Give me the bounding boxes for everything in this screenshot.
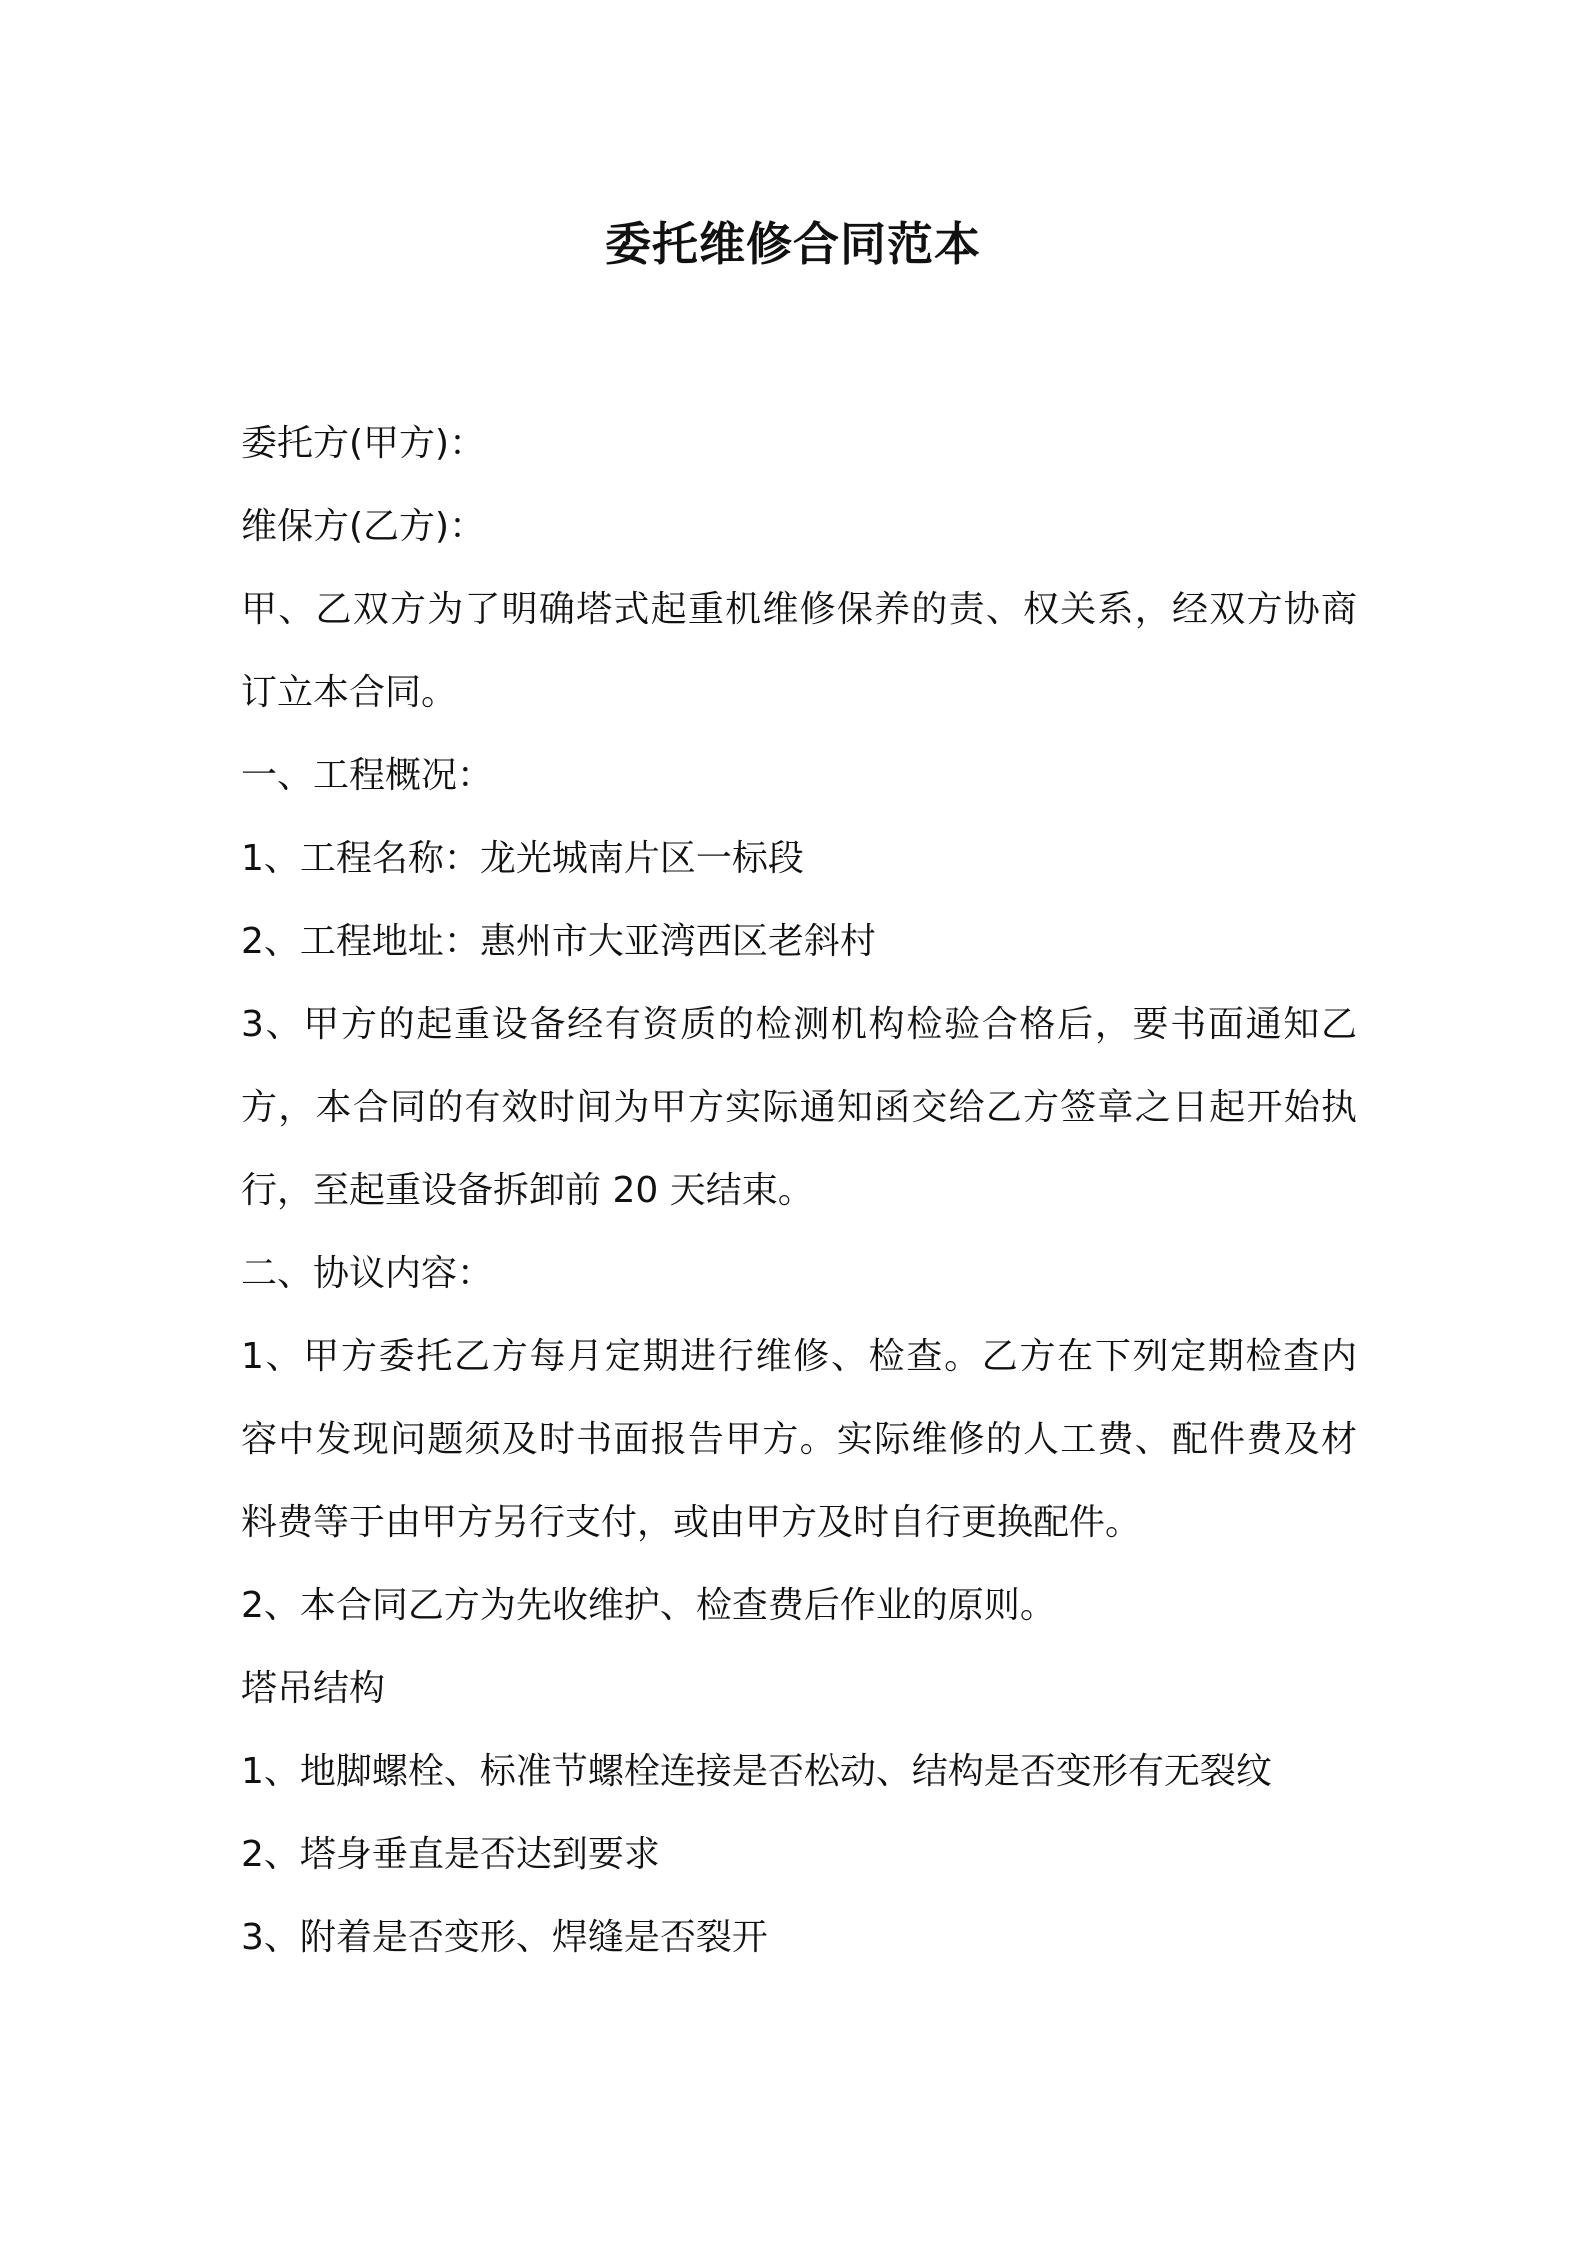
paragraph-line: 料费等于由甲方另行支付，或由甲方及时自行更换配件。	[241, 1502, 1142, 1543]
list-item: 3、附着是否变形、焊缝是否裂开	[241, 1917, 768, 1958]
section-heading: 二、协议内容：	[241, 1253, 494, 1294]
paragraph-line: 容中发现问题须及时书面报告甲方。实际维修的人工费、配件费及材	[241, 1419, 1357, 1460]
document-body	[241, 402, 1357, 1979]
paragraph-line: 2、本合同乙方为先收维护、检查费后作业的原则。	[241, 1585, 1056, 1626]
paragraph-line: 3、甲方的起重设备经有资质的检测机构检验合格后，要书面通知乙	[241, 1004, 1357, 1045]
paragraph-line: 1、甲方委托乙方每月定期进行维修、检查。乙方在下列定期检查内	[241, 1336, 1357, 1377]
section-heading: 一、工程概况：	[241, 755, 494, 796]
subsection-heading: 塔吊结构	[241, 1668, 386, 1709]
list-item: 1、地脚螺栓、标准节螺栓连接是否松动、结构是否变形有无裂纹	[241, 1751, 1272, 1792]
paragraph-line: 方，本合同的有效时间为甲方实际通知函交给乙方签章之日起开始执	[241, 1087, 1357, 1128]
paragraph-line: 1、工程名称：龙光城南片区一标段	[241, 838, 804, 879]
party-a-line: 委托方(甲方)：	[241, 423, 486, 464]
document-title: 委托维修合同范本	[605, 217, 981, 271]
list-item: 2、塔身垂直是否达到要求	[241, 1834, 660, 1875]
paragraph-line: 订立本合同。	[241, 672, 458, 713]
paragraph-line: 行，至起重设备拆卸前 20 天结束。	[241, 1170, 814, 1211]
party-b-line: 维保方(乙方)：	[241, 506, 486, 547]
paragraph-line: 甲、乙双方为了明确塔式起重机维修保养的责、权关系，经双方协商	[241, 589, 1357, 630]
paragraph-line: 2、工程地址：惠州市大亚湾西区老斜村	[241, 921, 876, 962]
